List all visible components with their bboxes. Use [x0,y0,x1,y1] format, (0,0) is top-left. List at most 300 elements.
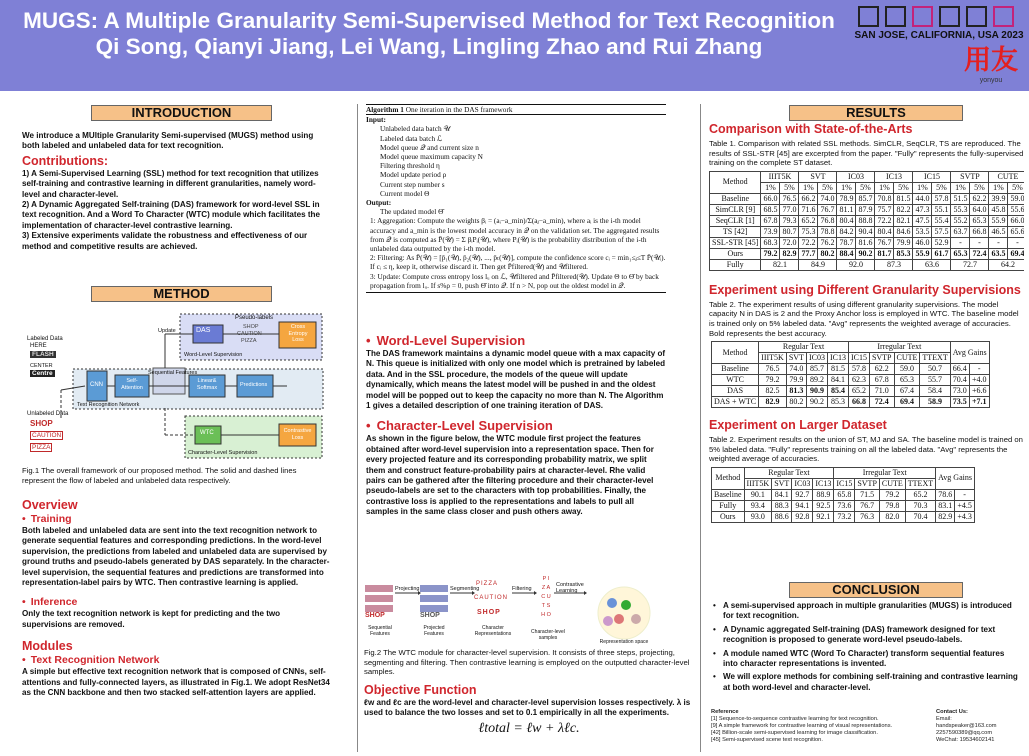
contact-line: Email: [936,715,952,722]
column-divider [700,104,701,752]
table-cell: 70.3 [905,500,935,511]
representation-space-label: Representation space [599,639,649,645]
contact [936,709,1026,744]
table-row [712,511,975,522]
table-header: 5% [1008,182,1024,193]
table-header: 1% [989,182,1008,193]
fig2-word-shop-projected: SHOP [420,612,440,619]
table-cell: 77.7 [799,248,818,259]
table-3 [711,467,975,523]
training-text: Both labeled and unlabeled data are sent into the text recognition network to generate sequential features and corresponding predictions. In the word-level supervision, the predictions from labeled and unlabeled data are supervised by ground truths and pseudo-labels generated by DAS separately. In the character-level supervision, the sequential features and predictions are transformed into representation-label pairs by WTC. Then contrastive learning is applied. [22,526,330,588]
table-cell: 46.0 [913,237,932,248]
table-cell: 80.4 [837,215,856,226]
table-cell: 63.5 [989,248,1008,259]
table-cell: 65.8 [834,489,855,500]
self-attention-box: Self-Attention [121,378,143,391]
table-cell: 70.4 [950,375,969,386]
table-row [710,215,1025,226]
table-header: Regular Text [759,342,849,353]
overview-section [22,498,332,698]
objective-equation: ℓtotal = ℓw + λℓc. [478,720,580,736]
table-cell: 55.6 [1008,204,1024,215]
table-cell: 76.2 [818,237,837,248]
table-cell: WTC [712,375,759,386]
wls-title: • Word-Level Supervision [366,333,526,348]
table-cell: Baseline [712,489,745,500]
table-cell: 76.8 [818,215,837,226]
contribution-2: 2) A Dynamic Aggregated Self-training (DAS) framework for word-level SSL in text recognition. And a Word To Character (WTC) module which facilitates the implementation of character-level contrastive learning. [22,200,320,230]
update-label: Update [158,328,176,334]
table-cell: 75.3 [799,226,818,237]
table-cell: 71.0 [869,386,894,397]
table-cell: SeqCLR [1] [710,215,761,226]
table-header: 5% [856,182,875,193]
table-cell: 81.1 [837,204,856,215]
table-header: Method [712,467,745,489]
table-cell: 62.2 [970,193,989,204]
table-cell: 79.9 [894,237,913,248]
table-header: IC03 [806,353,827,364]
conclusion-bar: CONCLUSION [789,582,963,598]
table-cell: 76.7 [818,204,837,215]
table-cell: 79.2 [879,489,905,500]
conclusion-section [713,601,1019,696]
contact-title: Contact Us: [936,709,968,715]
conclusion-item: • A Dynamic aggregated Self-training (DAS) framework designed for text recognition is proposed to generate word-level pseudo-labels. [713,625,1019,646]
contact-line[interactable]: handspeaker@163.com [936,722,997,729]
wtc-box: WTC [200,430,214,436]
table-header: 5% [970,182,989,193]
table-cell: 67.4 [894,386,920,397]
table-cell: 82.9 [759,397,787,408]
yonyou-logo: 用友 [964,45,1018,76]
objective-section [364,683,694,737]
char-representations-label: Character Representations [474,625,512,637]
table-cell: 72.0 [780,237,799,248]
table1-caption: Table 1. Comparison with related SSL methods. SimCLR, SeqCLR, TS are reproduced. The results of SSL-STR [45] are excerpted from the paper. "Fully" represents the fully-supervised training on the complete ST dataset. [709,139,1024,168]
table-cell: 92.8 [792,511,813,522]
intro-section [22,131,328,252]
table-cell: 61.7 [932,248,951,259]
table-cell: 85.4 [827,386,848,397]
table-cell: 52.9 [932,237,951,248]
table-cell: SSL-STR [45] [710,237,761,248]
table-header: SVT [799,171,837,182]
filtering-label: Filtering [512,586,532,592]
table-cell: 59.0 [894,364,920,375]
table-header: IC13 [813,478,834,489]
objective-title: Objective Function [364,683,477,697]
table-cell: 55.3 [951,204,970,215]
table-row [712,375,990,386]
training-heading: • Training [22,513,72,525]
table-cell: 68.3 [761,237,780,248]
table-cell: 87.3 [875,259,913,270]
table-cell: 64.2 [989,259,1024,270]
table-header: Avg Gains [936,467,975,489]
table-cell: 47.3 [913,204,932,215]
table-cell: 90.2 [856,248,875,259]
table-cell: 63.7 [951,226,970,237]
table-header: SVTP [855,478,880,489]
wls-text: The DAS framework maintains a dynamic model queue with a max capacity of N. This queue is initialized with only one model which is pretrained by labeled data. And in the SSL procedure, the models of the queue will update dynamically, which means the latest model will be pushed in and the oldest model will be popped out to keep the capacity no more than N. The Algorithm 1 gives a detailed description of one training iteration of DAS. [366,349,666,411]
table-cell: 71.6 [799,204,818,215]
references [711,709,931,744]
table-cell: 76.5 [780,193,799,204]
table-cell: 53.5 [913,226,932,237]
table-cell: 88.6 [772,511,792,522]
table-2 [711,341,990,408]
table-cell: 87.9 [856,204,875,215]
table-header: TTEXT [905,478,935,489]
table-cell: 55.9 [989,215,1008,226]
contact-line[interactable]: 2257590389@qq.com [936,729,993,736]
table-header: SVT [772,478,792,489]
trn-heading: • Text Recognition Network [22,654,160,667]
table-cell: 44.0 [913,193,932,204]
table-cell: 64.0 [970,204,989,215]
char-samples: P I Z A C U T S H O [541,576,551,618]
table-cell: 55.2 [951,215,970,226]
cls-text: As shown in the figure below, the WTC module first project the features obtained after word-level supervision into a representation space. Then for every projected feature and its corresponding probability matrix, we split them and construct feature-probability pairs at character-level. Rhe valid pairs can be gathered after the filtering procedure and their character-level pseudo-labels are set to the characters with top probabilities. Finally, the contrastive loss is applied to the representations and labels to pull all samples in the same class closer and push others away. [366,434,654,517]
table-cell: 62.2 [869,364,894,375]
table-cell: 72.4 [869,397,894,408]
table-cell: Fully [712,500,745,511]
table-cell: 73.5 [950,397,969,408]
table-cell: +6.6 [969,386,989,397]
table-cell: 90.1 [744,489,772,500]
table-header: SVT [786,353,806,364]
table-row [712,489,975,500]
table-1 [709,171,1024,271]
table-cell: 65.2 [905,489,935,500]
table-cell: 50.7 [920,364,950,375]
table-cell: 66.0 [1008,215,1024,226]
fig1-caption: Fig.1 The overall framework of our proposed method. The solid and dashed lines represent the flow of labeled and unlabeled data respectively. [22,466,297,485]
table-cell: 68.5 [761,204,780,215]
table-header: 1% [761,182,780,193]
table-cell: 63.6 [913,259,951,270]
table-cell: Fully [710,259,761,270]
table-cell: 72.2 [799,237,818,248]
table-cell: - [969,364,989,375]
pseudo-word-2: CAUTION [237,331,262,337]
table-cell: 84.2 [837,226,856,237]
table-cell: 66.2 [799,193,818,204]
linear-softmax-box: Linear& Softmax [196,378,218,391]
unlabeled-sample-1: SHOP [30,419,53,428]
table-cell: - [951,237,970,248]
table-cell: 76.3 [855,511,880,522]
table-cell: 94.1 [792,500,813,511]
table-row [710,193,1025,204]
wls-section [366,333,666,518]
labeled-data-label: Labeled Data [27,336,63,342]
figure-2 [364,573,694,647]
table-header: SVTP [951,171,989,182]
labeled-sample-2: FLASH [32,351,54,358]
contribution-1: 1) A Semi-Supervised Learning (SSL) method for text recognition that utilizes self-training and contrastive learning in different granularities, namely word-level and character-level. [22,168,319,199]
yonyou-logo-sub: yonyou [979,77,1003,84]
table-cell: 65.2 [799,215,818,226]
table-header: 5% [894,182,913,193]
table-cell: 82.9 [780,248,799,259]
table-header: IIIT5K [744,478,772,489]
overview-title: Overview [22,498,78,512]
algorithm-step-2: 2: Filtering: As P̄(𝒰) = [p̄₁(𝒰), p̄₂(𝒰), ..., p̄ₜ(𝒰)], compute the confidence score cᵢ = min₁≤ⱼ≤T P̄(𝒰ᵢ). If cᵢ ≤ η, keep it, otherwise discard it. Then get P̄filtered(𝒰) and 𝒰filtered. [370,253,666,272]
table-header: IC15 [913,171,951,182]
char-level-label: Character-Level Supervision [188,450,258,456]
table-cell: 78.6 [936,489,955,500]
segmenting-label: Segmenting [450,586,480,592]
table-cell: 45.8 [989,204,1008,215]
table-cell: +4.0 [969,375,989,386]
table-header: Irregular Text [834,467,936,478]
fig2-word-shop-chars: SHOP [477,609,501,616]
table-cell: 65.2 [848,386,869,397]
table-cell: 84.9 [799,259,837,270]
reference-item: [1] Sequence-to-sequence contrastive learning for text recognition. [711,715,879,722]
table-cell: 88.8 [856,215,875,226]
table-cell: 81.5 [894,193,913,204]
projected-features-label: Projected Features [423,625,445,637]
table-cell: 51.5 [951,193,970,204]
table-cell: 79.8 [879,500,905,511]
table-row [712,386,990,397]
table-cell: 81.6 [856,237,875,248]
table-cell: 90.4 [856,226,875,237]
table-header: CUTE [879,478,905,489]
table-cell: Baseline [710,193,761,204]
table-cell: DAS + WTC [712,397,759,408]
unlabeled-sample-2: CAUTION [32,432,62,439]
table-cell: 88.9 [813,489,834,500]
table-cell: 82.2 [894,204,913,215]
table-cell: 92.5 [813,500,834,511]
table-cell: 81.7 [875,248,894,259]
sequential-features-label: Sequential Features [148,370,198,376]
table-header: Irregular Text [848,342,950,353]
cls-title: • Character-Level Supervision [366,418,553,434]
table-cell: 90.9 [806,386,827,397]
table-cell: 66.0 [761,193,780,204]
poster-authors: Qi Song, Qianyi Jiang, Lei Wang, Lingling Zhao and Rui Zhang [95,34,763,59]
table-row [710,248,1025,259]
table-cell: Ours [712,511,745,522]
table-cell: 79.3 [780,215,799,226]
table-header: 5% [818,182,837,193]
reference-item: [42] Billion-scale semi-supervised learning for image classification. [711,729,878,736]
table-cell: 39.9 [989,193,1008,204]
table-cell: 85.3 [894,248,913,259]
table-header: 1% [913,182,932,193]
table-header: 1% [951,182,970,193]
granularity-title: Experiment using Different Granularity Supervisions [709,282,1021,297]
conclusion-item: • A module named WTC (Word To Character) transform sequential features into character representations is invented. [713,649,1019,670]
table-header: 5% [932,182,951,193]
header-banner [0,0,1029,91]
contrastive-learning-label: Contrastive Learning [556,582,584,594]
reference-item: [45] Semi-supervised scene text recognition. [711,736,823,743]
table-cell: 73.0 [950,386,969,397]
pseudo-word-1: SHOP [243,324,259,330]
table-row [710,237,1025,248]
table-cell: 57.5 [932,226,951,237]
pseudo-word-3: PIZZA [241,338,257,344]
table-cell: - [1008,237,1024,248]
table-header: 5% [780,182,799,193]
table-cell: 59.0 [1008,193,1024,204]
table-cell: 67.8 [869,375,894,386]
table-cell: SimCLR [9] [710,204,761,215]
table-cell: 66.8 [848,397,869,408]
table-cell: 72.2 [875,215,894,226]
table-header: IC15 [848,353,869,364]
column-divider [357,104,358,752]
references-title: Reference [711,709,739,715]
table-cell: 55.1 [932,204,951,215]
fig2-caption: Fig.2 The WTC module for character-level supervision. It consists of three steps, projecting, segmenting and filtering. Then contrastive learning is employed on the outputted character-level samples. [364,648,690,677]
table-header: IIIT5K [761,171,799,182]
table-cell: 81.3 [786,386,806,397]
table-cell: +4.3 [955,511,975,522]
table-cell: 74.0 [786,364,806,375]
algorithm-step-1: 1: Aggregation: Compute the weights βᵢ = (aᵢ−a_min)/Σ(aⱼ−a_min), where aᵢ is the i-th model accuracy and a_min is the lowest model accuracy in 𝒬 on the validation set. The aggregated results from 𝒬 is computed as P̄(𝒰) = Σ βᵢPᵢ(𝒰), where Pᵢ(𝒰) is the probability distribution of the i-th unlabeled data outputted by the i-th model. [370,216,660,254]
table-cell: 84.1 [772,489,792,500]
table-row [710,204,1025,215]
table-cell: - [989,237,1008,248]
table-cell: 82.1 [761,259,799,270]
table-cell: 78.8 [818,226,837,237]
table-cell: Baseline [712,364,759,375]
table-cell: 93.4 [744,500,772,511]
table-cell: 82.1 [894,215,913,226]
table-cell: 65.3 [894,375,920,386]
table-cell: 58.4 [920,386,950,397]
table-cell: 70.4 [905,511,935,522]
table-cell: 89.2 [806,375,827,386]
table-row [712,397,990,408]
table-cell: 65.6 [1008,226,1024,237]
objective-text: ℓw and ℓc are the word-level and character-level supervision losses respectively. λ is used to balance the two losses and set to 0.1 empirically in all the experiments. [364,698,691,718]
table-cell: 57.8 [932,193,951,204]
table-cell: 69.4 [1008,248,1024,259]
intro-bar: INTRODUCTION [91,105,272,121]
table-cell: 47.5 [913,215,932,226]
table-cell: 66.8 [970,226,989,237]
table-cell: 79.2 [759,375,787,386]
poster-title: MUGS: A Multiple Granularity Semi-Supervised Method for Text Recognition [23,8,835,33]
table-header: TTEXT [920,353,950,364]
table-header: IC13 [827,353,848,364]
table-cell: 82.0 [879,511,905,522]
table-header: CUTE [894,353,920,364]
sota-title: Comparison with State-of-the-Arts [709,122,913,136]
table-header: SVTP [869,353,894,364]
table-cell: 77.0 [780,204,799,215]
table-cell: 73.9 [761,226,780,237]
table-cell: 92.7 [792,489,813,500]
table-header: IC13 [875,171,913,182]
table-cell: - [955,489,975,500]
table-cell: 57.8 [848,364,869,375]
table-cell: Ours [710,248,761,259]
predictions-box: Predictions [240,382,268,388]
table-cell: +4.5 [955,500,975,511]
table-cell: 72.7 [951,259,989,270]
contact-line: WeChat: 19534602141 [936,736,995,743]
conference-location: SAN JOSE, CALIFORNIA, USA 2023 [854,30,1024,41]
table-cell: 84.6 [894,226,913,237]
contribution-3: 3) Extensive experiments validate the robustness and effectiveness of our method and competitive results are achieved. [22,231,308,251]
table-cell: 79.9 [786,375,806,386]
table-cell: 65.3 [970,215,989,226]
table-cell: 76.7 [855,500,880,511]
table-header: IIIT5K [759,353,787,364]
table-cell: 55.4 [932,215,951,226]
table-row [712,500,975,511]
seq-features-label: Sequential Features [368,625,392,637]
table-cell: 92.0 [837,259,875,270]
table-header: 1% [875,182,894,193]
table-cell: 66.4 [950,364,969,375]
cnn-box: CNN [90,382,103,388]
table-header: CUTE [989,171,1024,182]
ce-loss-box: Cross Entropy Loss [288,324,308,343]
labeled-sample-4: Centre [32,370,53,377]
inference-text: Only the text recognition network is kept for predicting and the two supervisions are removed. [22,609,281,629]
larger-dataset-title: Experiment on Larger Dataset [709,418,887,433]
table-cell: 78.7 [837,237,856,248]
table-cell: 76.7 [875,237,894,248]
table-cell: 85.3 [827,397,848,408]
table-cell: 78.9 [837,193,856,204]
table-cell: 83.1 [936,500,955,511]
table-cell: 58.9 [920,397,950,408]
table-cell: 90.2 [806,397,827,408]
table-header: Method [710,171,761,193]
figure-1 [25,308,330,460]
table-cell: 80.2 [818,248,837,259]
table-cell: 62.3 [848,375,869,386]
contrastive-loss-box: Contrastive Loss [283,428,312,441]
algorithm-step-3: 3: Update: Compute cross entropy loss lᵤ on ℒ, 𝒰filtered and P̄filtered(𝒰). Update Θ to Θ̂ by back propagation from lᵤ. If s%ρ = 0, push Θ̂ into 𝒬. If n > N, pop out the oldest model in 𝒬. [370,271,659,290]
table-cell: 81.5 [827,364,848,375]
table-cell: +7.1 [969,397,989,408]
unlabeled-sample-3: PIZZA [32,444,51,451]
projecting-label: Projecting [395,586,420,592]
table-cell: 70.8 [875,193,894,204]
table-cell: 67.8 [761,215,780,226]
reference-item: [9] A simple framework for contrastive learning of visual representations. [711,722,893,729]
results-bar: RESULTS [789,105,963,121]
modules-title: Modules [22,639,73,654]
table-header: Regular Text [744,467,834,478]
table-header: 1% [799,182,818,193]
algorithm-inputs: Unlabeled data batch 𝒰 Labeled data batch ℒ Model queue 𝒬 and current size n Model queue maximum capacity N Filtering threshold η Model update period ρ Current step number s Current model Θ [380,124,483,198]
labeled-sample-1: HERE [30,343,47,349]
table-cell: 80.7 [780,226,799,237]
table-cell: 73.2 [834,511,855,522]
table-cell: 79.2 [761,248,780,259]
pseudo-labels: Pseudo-labels [235,315,274,321]
table-header: Avg Gains [950,342,989,364]
algorithm-1: Algorithm 1 One iteration in the DAS framework Input: Unlabeled data batch 𝒰 Labeled data batch ℒ Model queue 𝒬 and current size n Model queue maximum capacity N Filtering threshold η Model update period ρ Current step number s Current model Θ Output: The updated model Θ̂ 1: Aggregation: Compute the weights βᵢ = (aᵢ−a_min)/Σ(aⱼ−a_min), where aᵢ is the i-th model accuracy and a_min is the lowest model accuracy in 𝒬 on the validation set. The aggregated results from 𝒬 is computed as P̄(𝒰) = Σ βᵢPᵢ(𝒰), where Pᵢ(𝒰) is the probability distribution of the i-th unlabeled data outputted by the i-th model. 2: Filtering: As P̄(𝒰) = [p̄₁(𝒰), p̄₂(𝒰), ..., p̄ₜ(𝒰)], compute the confidence score cᵢ = min₁≤ⱼ≤T P̄(𝒰ᵢ). If cᵢ ≤ η, keep it, otherwise discard it. Then get P̄filtered(𝒰) and 𝒰filtered. 3: Update: Compute cross entropy loss lᵤ on ℒ, 𝒰filtered and P̄filtered(𝒰). Update Θ to Θ̂ by back propagation from lᵤ. If s%ρ = 0, push Θ̂ into 𝒬. If n > N, pop out the oldest model in 𝒬. [366,104,666,293]
table-header: IC15 [834,478,855,489]
table-cell: 88.3 [772,500,792,511]
table-cell: DAS [712,386,759,397]
table-cell: TS [42] [710,226,761,237]
